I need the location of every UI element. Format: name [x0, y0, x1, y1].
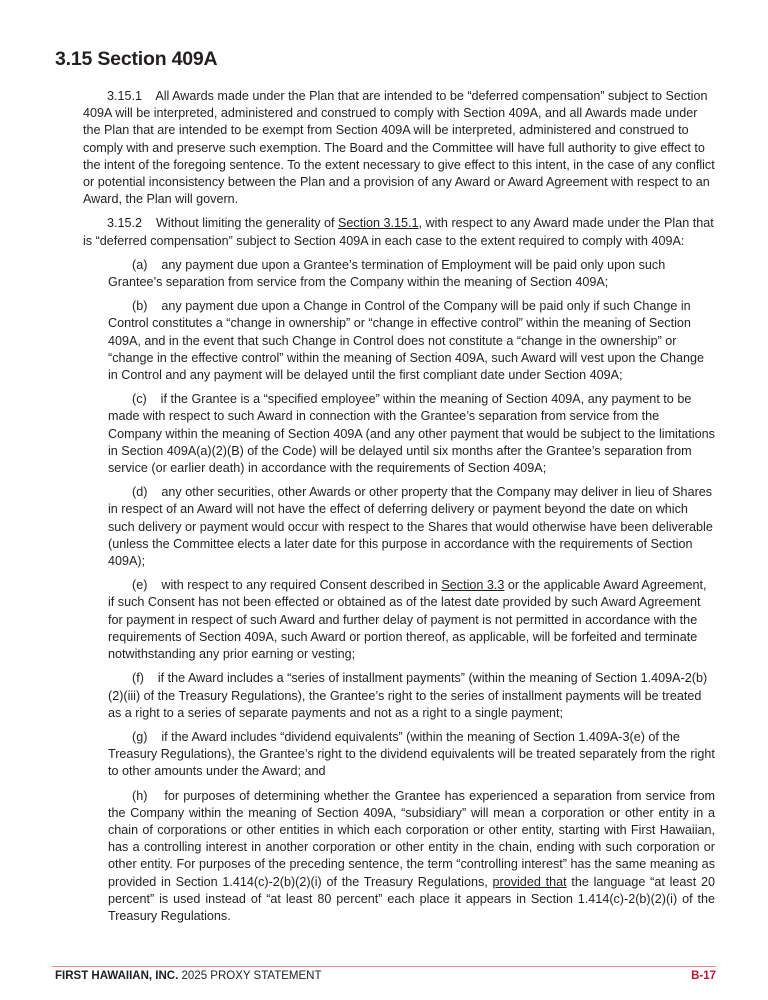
clause-e: [108, 577, 715, 663]
clause-h: [108, 788, 719, 926]
footer-divider: [52, 966, 716, 967]
section-heading: 3.15 Section 409A: [55, 48, 218, 70]
text: 3.15.2 Without limiting the generality of: [107, 216, 339, 231]
clause-a: (a) any payment due upon a Grantee’s termination of Employment will be paid only upon such Grantee’s separation from service from the Company within the meaning of Section 409A;: [108, 257, 669, 290]
footer-title: [55, 970, 321, 982]
clause-b: (b) any payment due upon a Change in Control of the Company will be paid only if such Change in Control constitutes a “change in ownership” or “change in effective control” within the meaning of Section 409A, and in the event that such Change in Control does not constitute a “change in the ownership” or “change in the effective control” within the meaning of Section 409A, such Award will vest upon the Change in Control and any payment will be delayed until the first compliant date under Section 409A;: [108, 299, 708, 383]
provided-that-term: provided that: [492, 874, 567, 889]
document-body: [83, 88, 719, 932]
paragraph-3-15-2: [83, 215, 718, 249]
clause-c: (c) if the Grantee is a “specified employee” within the meaning of Section 409A, any payment to be made with respect to such Award in connection with the Grantee’s separation from service from the Company within the meaning of Section 409A (and any other payment that would be subject to the limitations in Section 409A(a)(2)(B) of the Code) will be delayed until six months after the Grantee’s separation from service (or earlier death) in accordance with the requirements of Section 409A;: [108, 392, 719, 476]
page-number: B-17: [691, 970, 716, 982]
clause-d: (d) any other securities, other Awards or other property that the Company may deliver in lieu of Shares in respect of an Award will not have the effect of deferring delivery or payment beyond the date on which such delivery or payment would occur with respect to the Shares that would otherwise have been deliverable (unless the Committee elects a later date for this purpose in accordance with the requirements of Section 409A);: [108, 485, 717, 569]
section-3-15-1-link[interactable]: Section 3.15.1: [338, 216, 419, 231]
text: the language “at least 20 percent” is used instead of “at least 80 percent” each place it appears in Section 1.414(c)-2(b)(2)(i) of the Treasury Regulations.: [108, 874, 719, 923]
text: (e) with respect to any required Consent described in: [132, 578, 442, 593]
section-3-3-link[interactable]: Section 3.3: [441, 578, 505, 593]
clause-g: (g) if the Award includes “dividend equivalents” (within the meaning of Section 1.409A-3(e) of the Treasury Regulations), the Grantee’s right to the dividend equivalents will be treated separately from the right to other amounts under the Award; and: [108, 729, 719, 779]
footer-company: FIRST HAWAIIAN, INC.: [55, 970, 179, 982]
text: or the applicable Award Agreement, if such Consent has not been effected or obtained as of the latest date provided by such Award Agreement for payment in respect of such Award and further delay of payment is not permitted in accordance with the requirements of Section 409A, such Award or portion thereof, as applicable, will be forfeited and terminate notwithstanding any prior earning or vesting;: [108, 578, 711, 662]
clause-f: (f) if the Award includes a “series of installment payments” (within the meaning of Section 1.409A-2(b)(2)(iii) of the Treasury Regulations), the Grantee’s right to the series of installment payments will be treated as a right to a series of separate payments and not as a right to a single payment;: [108, 671, 708, 720]
text: , with respect to any Award made under the Plan that is “deferred compensation” subject to Section 409A in each case to the extent required to comply with 409A:: [83, 216, 718, 248]
paragraph-3-15-1: 3.15.1 All Awards made under the Plan that are intended to be “deferred compensation” subject to Section 409A will be interpreted, administered and construed to comply with Section 409A, and all Awards made under the Plan that are intended to be exempt from Section 409A will be interpreted, administered and construed to comply with and preserve such exemption. The Board and the Committee will have full authority to give effect to the intent of the foregoing sentence. To the extent necessary to give effect to this intent, in the case of any conflict or potential inconsistency between the Plan and a provision of any Award or Award Agreement with respect to an Award, the Plan will govern.: [83, 89, 719, 207]
text: (h) for purposes of determining whether the Grantee has experienced a separation from service from the Company within the meaning of Section 409A, “subsidiary” will mean a corporation or other entity in a chain of corporations or other entities in which each corporation or other entity, starting with First Hawaiian, has a controlling interest in another corporation or other entity in the chain, ending with such corporation or other entity. For purposes of the preceding sentence, the term “controlling interest” has the same meaning as provided in Section 1.414(c)-2(b)(2)(i) of the Treasury Regulations,: [108, 788, 719, 889]
footer-doc: 2025 PROXY STATEMENT: [178, 970, 322, 982]
